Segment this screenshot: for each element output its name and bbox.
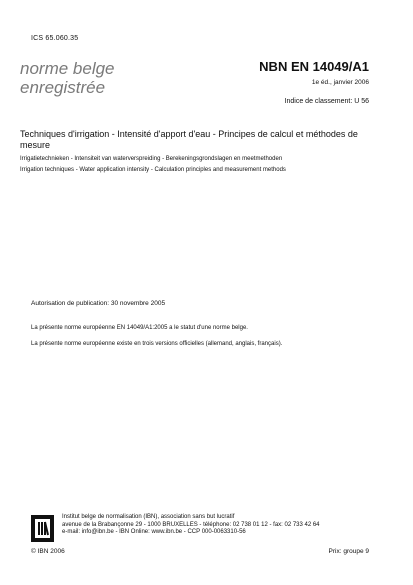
edition-date: 1e éd., janvier 2006 xyxy=(311,79,369,86)
brand-line-2: enregistrée xyxy=(20,78,106,97)
title-dutch: Irrigatietechnieken - Intensiteit van waterverspreiding - Berekeningsgrondslagen en meetmethoden xyxy=(20,156,283,162)
classification-index: Indice de classement: U 56 xyxy=(284,98,369,105)
title-english: Irrigation techniques - Water application intensity - Calculation principles and measurement methods xyxy=(20,167,286,173)
copyright: © IBN 2006 xyxy=(31,548,65,555)
brand-label xyxy=(20,59,115,97)
versions-statement: La présente norme européenne existe en trois versions officielles (allemand, anglais, français). xyxy=(31,341,283,347)
document-title: Techniques d'irrigation - Intensité d'apport d'eau - Principes de calcul et méthodes de mesure xyxy=(20,129,358,150)
footer-line-2: avenue de la Brabançonne 29 - 1000 BRUXELLES - téléphone: 02 738 01 12 - fax: 02 733 42 64 xyxy=(62,521,320,528)
standard-number: NBN EN 14049/A1 xyxy=(259,59,369,74)
status-statement: La présente norme européenne EN 14049/A1:2005 a le statut d'une norme belge. xyxy=(31,325,248,331)
brand-line-1: norme belge xyxy=(20,59,115,78)
footer-address xyxy=(62,514,382,537)
ics-code: ICS 65.060.35 xyxy=(31,35,79,42)
footer-line-1: Institut belge de normalisation (IBN), association sans but lucratif xyxy=(62,514,235,520)
ibn-logo-icon xyxy=(31,515,54,542)
publication-authorization: Autorisation de publication: 30 novembre 2005 xyxy=(31,300,166,307)
price-group: Prix: groupe 9 xyxy=(328,548,369,555)
footer-line-3: e-mail: info@ibn.be - IBN Online: www.ibn.be - CCP 000-0063310-56 xyxy=(62,529,246,535)
